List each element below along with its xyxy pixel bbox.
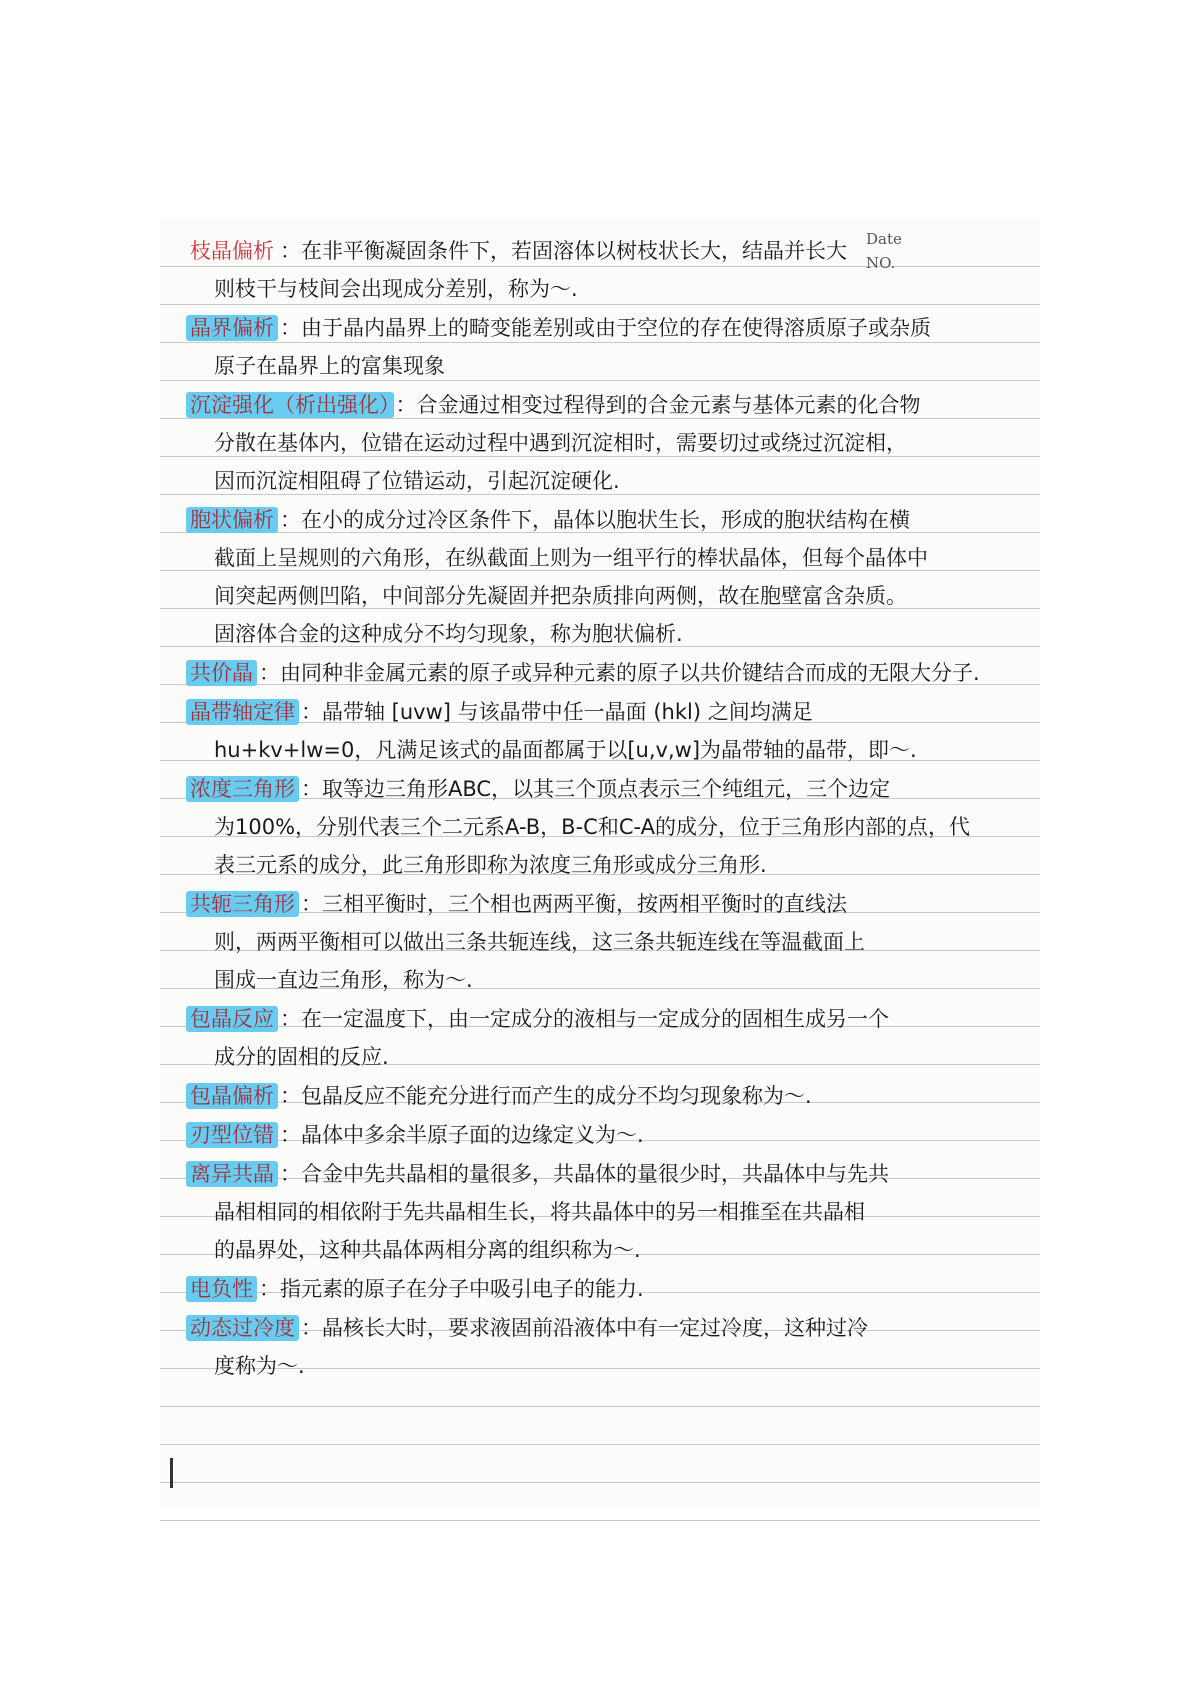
definition-text: 在非平衡凝固条件下，若固溶体以树枝状长大，结晶并长大 [301,239,847,263]
note-entry [186,1309,1026,1385]
note-line [186,270,1026,308]
note-entry [186,501,1026,653]
definition-text: 晶相相同的相依附于先共晶相生长，将共晶体中的另一相推至在共晶相 [214,1200,865,1224]
note-line [186,347,1026,385]
definition-text: 则，两两平衡相可以做出三条共轭连线，这三条共轭连线在等温截面上 [214,930,865,954]
term-label: 刃型位错 [186,1122,278,1148]
definition-text: 固溶体合金的这种成分不均匀现象，称为胞状偏析. [214,622,683,646]
definition-text: 则枝干与枝间会出现成分差别，称为～. [214,277,578,301]
definition-text: 晶体中多余半原子面的边缘定义为～. [301,1123,644,1147]
definition-text: 的晶界处，这种共晶体两相分离的组织称为～. [214,1238,641,1262]
definition-text: 在一定温度下，由一定成分的液相与一定成分的固相生成另一个 [301,1007,889,1031]
definition-text: 间突起两侧凹陷，中间部分先凝固并把杂质排向两侧，故在胞壁富含杂质。 [214,584,907,608]
definition-text: 分散在基体内，位错在运动过程中遇到沉淀相时，需要切过或绕过沉淀相， [214,431,907,455]
term-label: 离异共晶 [186,1161,278,1187]
ruled-line [160,1520,1040,1521]
definition-text: 由同种非金属元素的原子或异种元素的原子以共价键结合而成的无限大分子. [280,661,980,685]
term-label: 电负性 [186,1276,257,1302]
note-line: 动态过冷度 ：晶核长大时，要求液固前沿液体中有一定过冷度，这种过冷 [186,1309,1026,1347]
definition-text: 晶带轴 [uvw] 与该晶带中任一晶面 (hkl) 之间均满足 [322,700,813,724]
note-entry [186,1000,1026,1076]
definition-text: 度称为～. [214,1354,305,1378]
definition-text: 围成一直边三角形，称为～. [214,968,473,992]
term-label: 枝晶偏析 [190,239,274,263]
definition-text: 在小的成分过冷区条件下，晶体以胞状生长，形成的胞状结构在横 [301,508,910,532]
note-line [186,615,1026,653]
term-label: 共轭三角形 [186,891,299,917]
note-line: 刃型位错 ：晶体中多余半原子面的边缘定义为～. [186,1116,1026,1154]
term-label: 沉淀强化（析出强化） [186,392,394,418]
note-entry [186,1155,1026,1269]
definition-text: 三相平衡时，三个相也两两平衡，按两相平衡时的直线法 [322,892,847,916]
notebook-sheet [160,218,1040,1508]
note-line: 电负性 ：指元素的原子在分子中吸引电子的能力. [186,1270,1026,1308]
definition-text: 成分的固相的反应. [214,1045,389,1069]
note-line: 共轭三角形 ：三相平衡时，三个相也两两平衡，按两相平衡时的直线法 [186,885,1026,923]
definition-text: 取等边三角形ABC，以其三个顶点表示三个纯组元，三个边定 [322,777,891,801]
note-line [186,577,1026,615]
note-entry [186,309,1026,385]
note-line [186,961,1026,999]
term-label: 晶带轴定律 [186,699,299,725]
note-line: 晶界偏析 ：由于晶内晶界上的畸变能差别或由于空位的存在使得溶质原子或杂质 [186,309,1026,347]
note-entry [186,1270,1026,1308]
note-line: 枝晶偏析 ：在非平衡凝固条件下，若固溶体以树枝状长大，结晶并长大 [186,232,1026,270]
note-line [186,808,1026,846]
note-entry [186,770,1026,884]
definition-text: 合金通过相变过程得到的合金元素与基体元素的化合物 [416,393,921,417]
definition-text: 指元素的原子在分子中吸引电子的能力. [280,1277,644,1301]
note-line: 离异共晶 ：合金中先共晶相的量很多，共晶体的量很少时，共晶体中与先共 [186,1155,1026,1193]
note-line [186,1347,1026,1385]
note-line: 浓度三角形 ：取等边三角形ABC，以其三个顶点表示三个纯组元，三个边定 [186,770,1026,808]
note-entry [186,1116,1026,1154]
term-label: 胞状偏析 [186,507,278,533]
note-entry [186,386,1026,500]
term-label: 包晶偏析 [186,1083,278,1109]
term-label: 浓度三角形 [186,776,299,802]
note-line [186,424,1026,462]
note-line [186,1231,1026,1269]
note-line: 沉淀强化（析出强化） ：合金通过相变过程得到的合金元素与基体元素的化合物 [186,386,1026,424]
term-label: 动态过冷度 [186,1315,299,1341]
note-entries [160,218,1040,1508]
note-line: 晶带轴定律 ：晶带轴 [uvw] 与该晶带中任一晶面 (hkl) 之间均满足 [186,693,1026,731]
definition-text: 表三元系的成分，此三角形即称为浓度三角形或成分三角形. [214,853,767,877]
term-label: 共价晶 [186,660,257,686]
note-line [186,923,1026,961]
term-label: 晶界偏析 [186,315,278,341]
date-label: Date [866,230,902,248]
note-line: 包晶偏析 ：包晶反应不能充分进行而产生的成分不均匀现象称为～. [186,1077,1026,1115]
note-entry [186,885,1026,999]
definition-text: hu+kv+lw=0，凡满足该式的晶面都属于以[u,v,w]为晶带轴的晶带，即～. [214,738,917,762]
note-entry [186,1077,1026,1115]
note-line [186,731,1026,769]
note-line [186,846,1026,884]
note-line [186,462,1026,500]
note-line: 胞状偏析 ：在小的成分过冷区条件下，晶体以胞状生长，形成的胞状结构在横 [186,501,1026,539]
definition-text: 由于晶内晶界上的畸变能差别或由于空位的存在使得溶质原子或杂质 [301,316,931,340]
note-entry [186,693,1026,769]
note-entry [186,654,1026,692]
note-line [186,1038,1026,1076]
definition-text: 合金中先共晶相的量很多，共晶体的量很少时，共晶体中与先共 [301,1162,889,1186]
term-label: 包晶反应 [186,1006,278,1032]
no-label: NO. [866,254,896,272]
definition-text: 因而沉淀相阻碍了位错运动，引起沉淀硬化. [214,469,620,493]
note-line [186,1193,1026,1231]
definition-text: 截面上呈规则的六角形，在纵截面上则为一组平行的棒状晶体，但每个晶体中 [214,546,928,570]
note-entry [186,232,1026,308]
note-line [186,539,1026,577]
note-line: 包晶反应 ：在一定温度下，由一定成分的液相与一定成分的固相生成另一个 [186,1000,1026,1038]
note-line: 共价晶 ：由同种非金属元素的原子或异种元素的原子以共价键结合而成的无限大分子. [186,654,1026,692]
definition-text: 晶核长大时，要求液固前沿液体中有一定过冷度，这种过冷 [322,1316,868,1340]
definition-text: 为100%，分别代表三个二元系A-B，B-C和C-A的成分，位于三角形内部的点，代 [214,815,970,839]
definition-text: 原子在晶界上的富集现象 [214,354,445,378]
definition-text: 包晶反应不能充分进行而产生的成分不均匀现象称为～. [301,1084,812,1108]
